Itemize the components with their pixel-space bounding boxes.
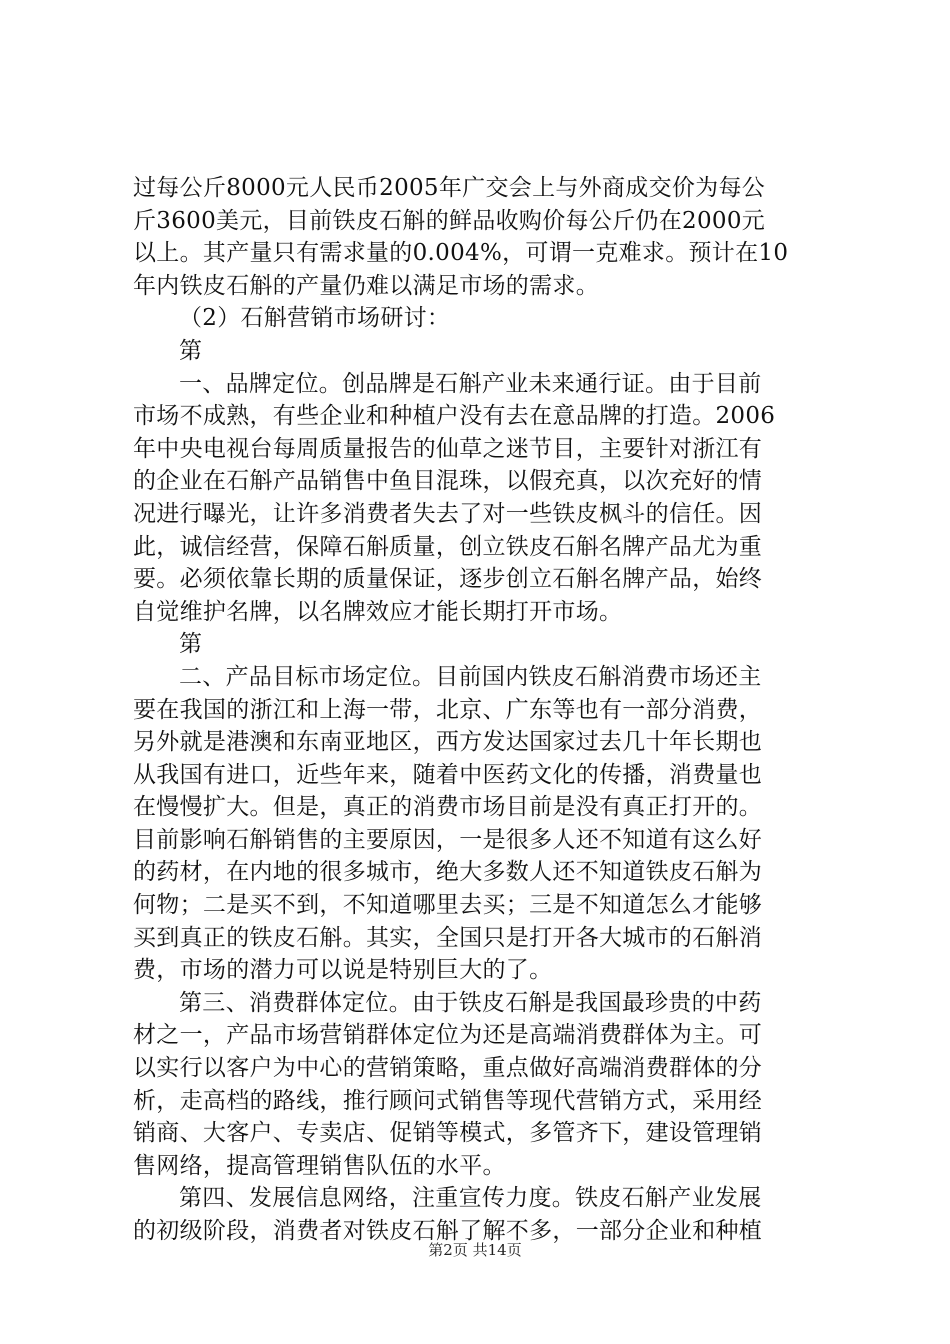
text-line: 自觉维护名牌，以名牌效应才能长期打开市场。 — [133, 598, 623, 625]
text-line: （2）石斛营销市场研讨： — [179, 305, 451, 332]
text-line: 买到真正的铁皮石斛。其实，全国只是打开各大城市的石斛消 — [133, 924, 763, 951]
text-line: 斤3600美元，目前铁皮石斛的鲜品收购价每公斤仍在2000元 — [133, 207, 766, 234]
text-line: 以上。其产量只有需求量的0.004%，可谓一克难求。预计在10 — [133, 240, 789, 267]
text-line: 何物；二是买不到，不知道哪里去买；三是不知道怎么才能够 — [133, 892, 763, 919]
text-line: 售网络，提高管理销售队伍的水平。 — [133, 1152, 506, 1179]
text-line: 目前影响石斛销售的主要原因，一是很多人还不知道有这么好 — [133, 826, 763, 853]
text-line: 过每公斤8000元人民币2005年广交会上与外商成交价为每公 — [133, 175, 766, 201]
text-line: 一、品牌定位。创品牌是石斛产业未来通行证。由于目前 — [179, 370, 762, 397]
text-line: 第三、消费群体定位。由于铁皮石斛是我国最珍贵的中药 — [179, 989, 762, 1016]
text-line: 销商、大客户、专卖店、促销等模式，多管齐下，建设管理销 — [133, 1120, 763, 1147]
text-line: 析，走高档的路线，推行顾问式销售等现代营销方式，采用经 — [133, 1087, 763, 1114]
text-line: 以实行以客户为中心的营销策略，重点做好高端消费群体的分 — [133, 1055, 763, 1082]
text-line: 的企业在石斛产品销售中鱼目混珠，以假充真，以次充好的情 — [133, 468, 763, 495]
text-line: 另外就是港澳和东南亚地区，西方发达国家过去几十年长期也 — [133, 729, 763, 756]
text-line: 市场不成熟，有些企业和种植户没有去在意品牌的打造。2006 — [133, 403, 776, 430]
text-line: 第四、发展信息网络，注重宣传力度。铁皮石斛产业发展 — [179, 1185, 762, 1212]
document-body — [133, 172, 829, 1248]
text-line: 第 — [179, 631, 203, 658]
text-line: 的药材，在内地的很多城市，绝大多数人还不知道铁皮石斛为 — [133, 859, 763, 886]
text-line: 的初级阶段，消费者对铁皮石斛了解不多，一部分企业和种植 — [133, 1218, 763, 1244]
text-line: 从我国有进口，近些年来，随着中医药文化的传播，消费量也 — [133, 761, 763, 788]
text-line: 材之一，产品市场营销群体定位为还是高端消费群体为主。可 — [133, 1022, 763, 1049]
text-line: 要。必须依靠长期的质量保证，逐步创立石斛名牌产品，始终 — [133, 566, 763, 593]
text-line: 要在我国的浙江和上海一带，北京、广东等也有一部分消费， — [133, 696, 763, 723]
text-line: 此，诚信经营，保障石斛质量，创立铁皮石斛名牌产品尤为重 — [133, 533, 763, 560]
text-line: 况进行曝光，让许多消费者失去了对一些铁皮枫斗的信任。因 — [133, 500, 763, 527]
text-line: 年中央电视台每周质量报告的仙草之迷节目，主要针对浙江有 — [133, 435, 763, 462]
text-line: 费，市场的潜力可以说是特别巨大的了。 — [133, 957, 553, 984]
text-line: 在慢慢扩大。但是，真正的消费市场目前是没有真正打开的。 — [133, 794, 763, 821]
text-line: 二、产品目标市场定位。目前国内铁皮石斛消费市场还主 — [179, 663, 762, 690]
text-line: 年内铁皮石斛的产量仍难以满足市场的需求。 — [133, 272, 599, 299]
text-line: 第 — [179, 337, 203, 364]
page-footer: 第2页 共14页 — [428, 1241, 522, 1259]
